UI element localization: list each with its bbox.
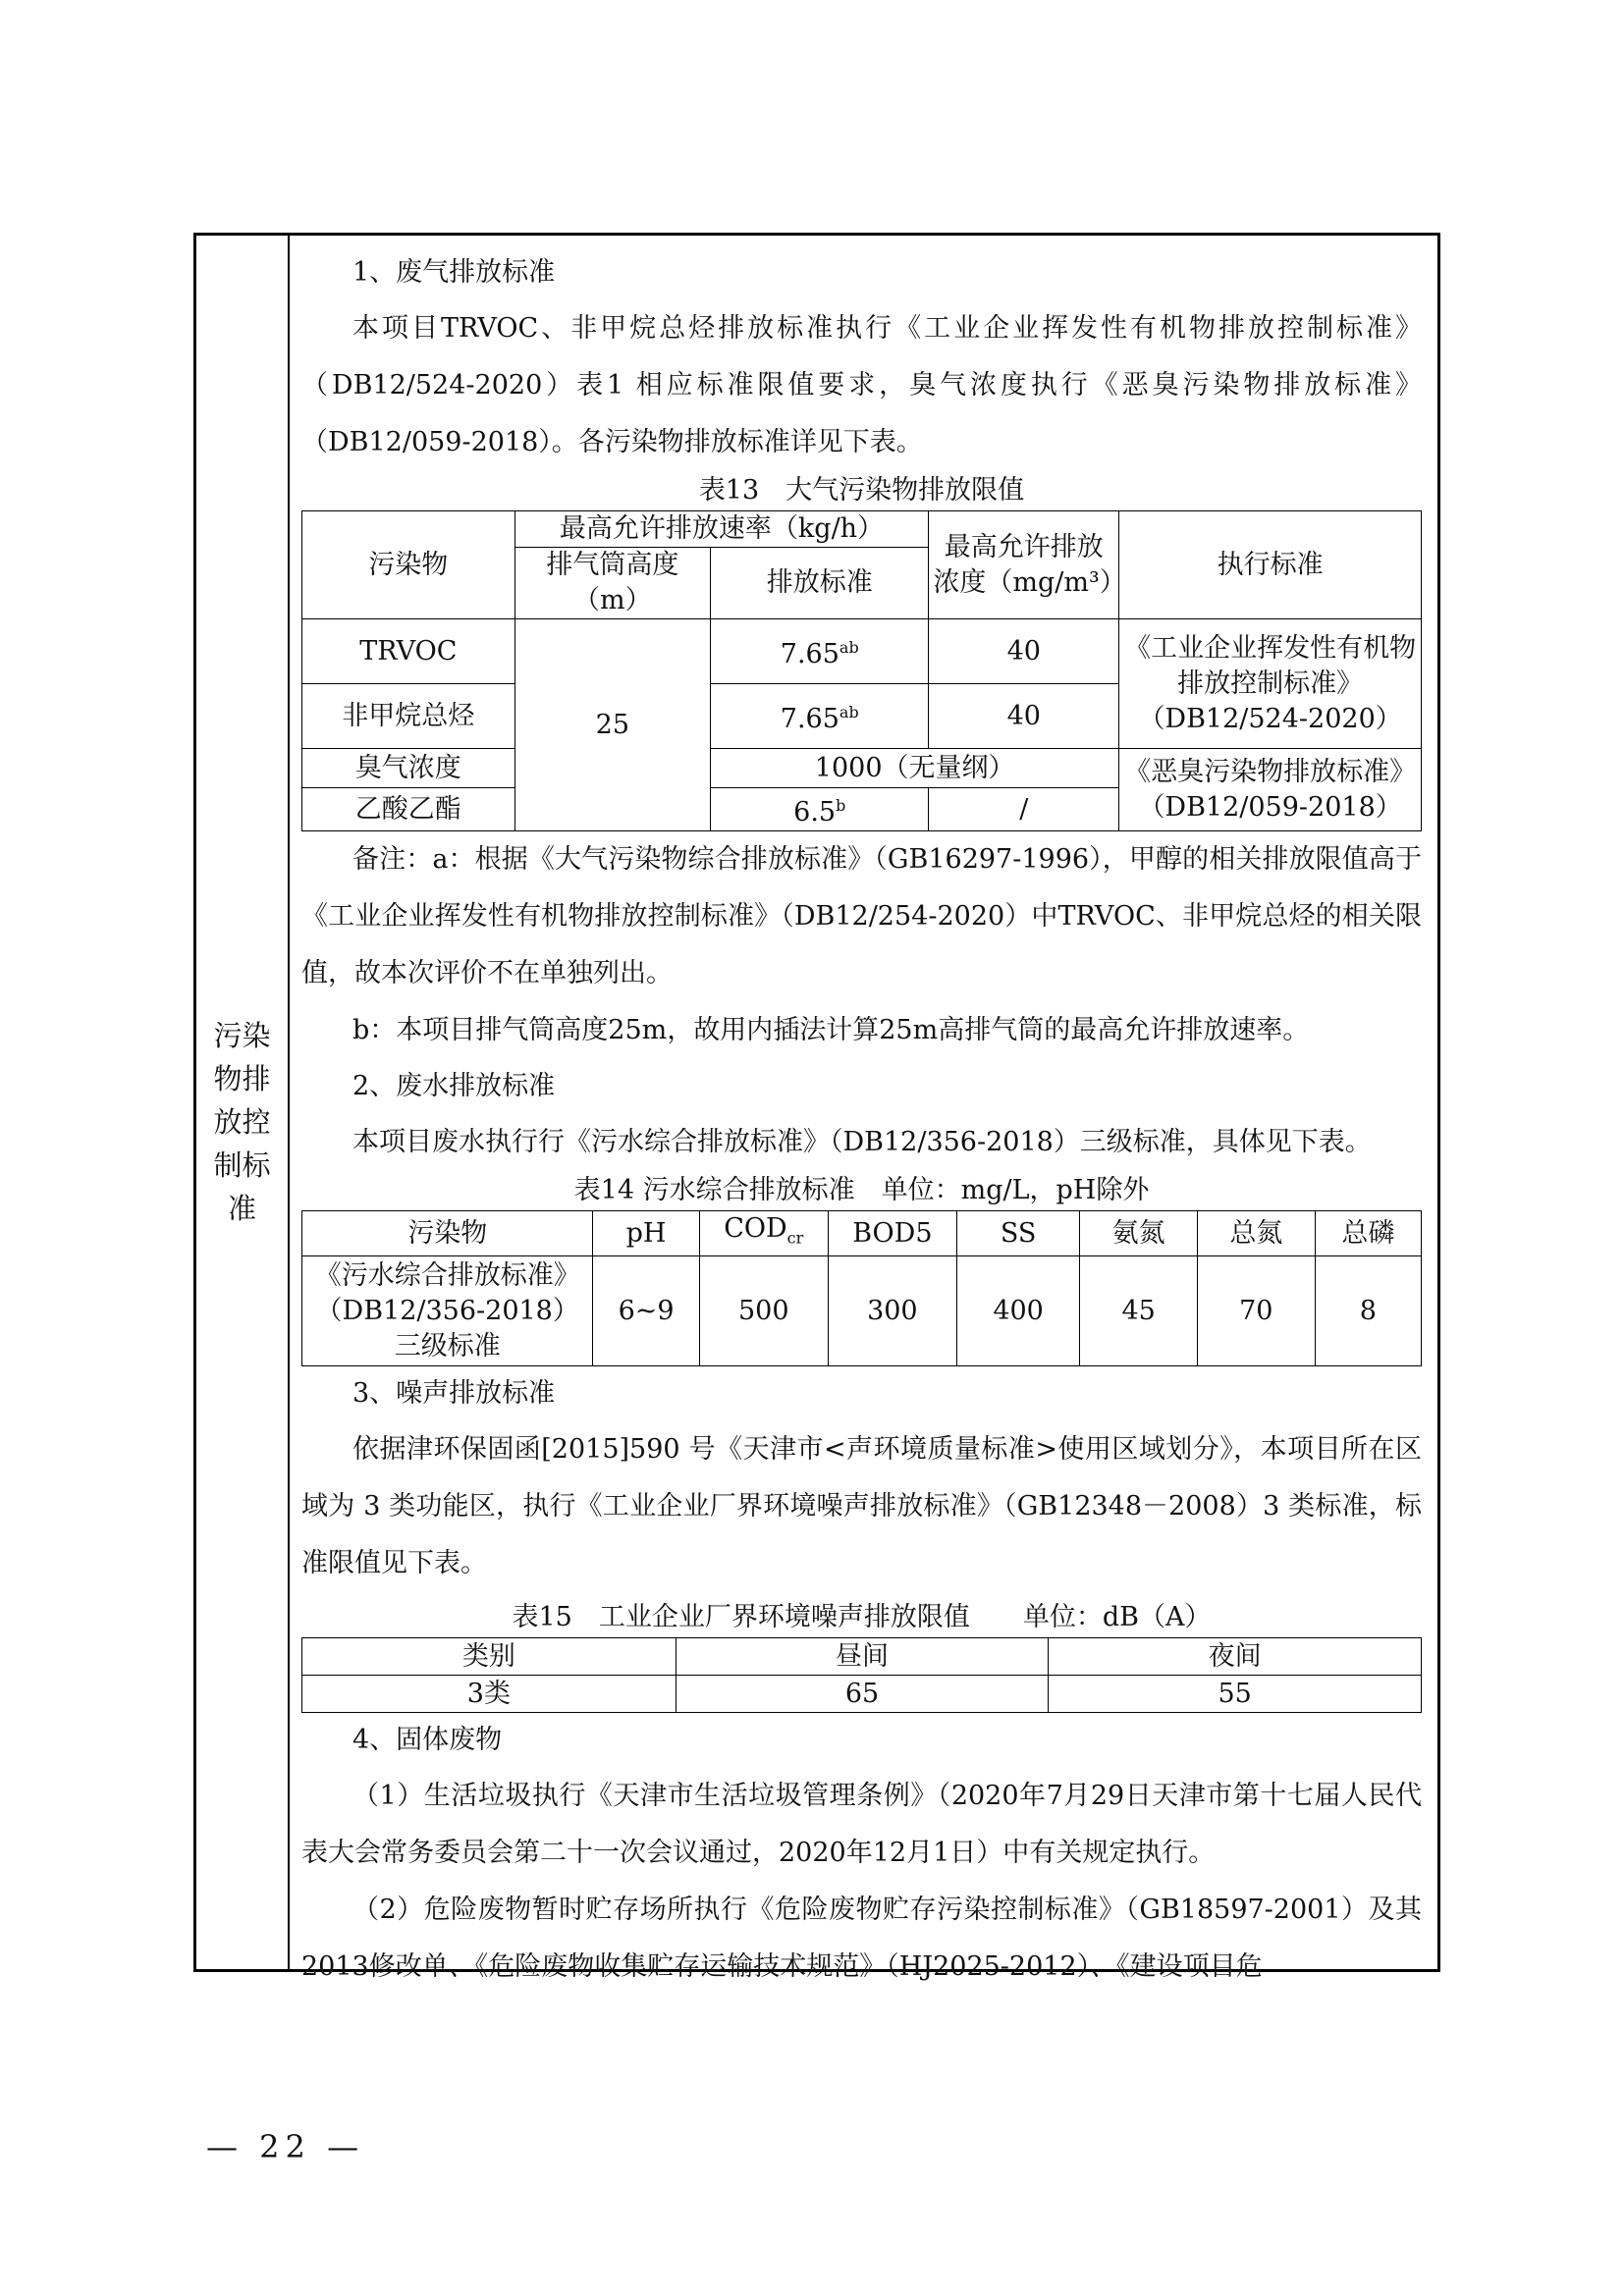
th-cell: 总氮 — [1197, 1211, 1315, 1256]
row-rate: 7.65$^{ab}$ — [711, 619, 929, 684]
row-conc: / — [929, 788, 1119, 831]
th-cell: BOD5 — [828, 1211, 956, 1256]
th-std: 执行标准 — [1119, 511, 1422, 619]
side-label: 污染物排放控制标准 — [213, 1019, 271, 1225]
main-column — [290, 236, 1437, 1983]
th-cell: SS — [956, 1211, 1079, 1256]
side-column — [196, 236, 290, 1969]
note-a: 备注：a：根据《大气污染物综合排放标准》（GB16297-1996），甲醇的相关排放限值高于《工业企业挥发性有机物排放控制标准》（DB12/254-2020）中TRVOC、非甲烷总烃的相关限值，故本次评价不在单独列出。 — [301, 844, 1422, 988]
table-13-caption: 表13 大气污染物排放限值 — [698, 475, 1025, 506]
stack-height-value: 25 — [514, 619, 711, 831]
note-b: b：本项目排气筒高度25m，故用内插法计算25m高排气筒的最高允许排放速率。 — [352, 1015, 1310, 1045]
row-standard: 《工业企业挥发性有机物排放控制标准》（DB12/524-2020） — [1119, 619, 1422, 749]
th-cell: 昼间 — [676, 1638, 1049, 1676]
row-standard: 《恶臭污染物排放标准》（DB12/059-2018） — [1119, 749, 1422, 831]
row-rate: 7.65$^{ab}$ — [711, 684, 929, 749]
row-cell: 70 — [1197, 1256, 1315, 1366]
row-label: 《污水综合排放标准》（DB12/356-2018）三级标准 — [302, 1256, 593, 1366]
row-cell: 65 — [676, 1676, 1049, 1713]
row-cell: 400 — [956, 1256, 1079, 1366]
row-cell: 3类 — [302, 1676, 677, 1713]
th-cell: 氨氮 — [1080, 1211, 1198, 1256]
th-rate-group: 最高允许排放速率（kg/h） — [514, 511, 929, 548]
row-cell: 55 — [1049, 1676, 1422, 1713]
table-15-caption: 表15 工业企业厂界环境噪声排放限值 单位：dB（A） — [512, 1602, 1212, 1633]
th-cell: pH — [593, 1211, 699, 1256]
section-3-paragraph: 依据津环保固函[2015]590 号《天津市<声环境质量标准>使用区域划分》，本项目所在区域为 3 类功能区，执行《工业企业厂界环境噪声排放标准》（GB12348－2008）3 类标准，标准限值见下表。 — [301, 1434, 1422, 1579]
content-frame — [193, 233, 1440, 1983]
section-2-paragraph: 本项目废水执行行《污水综合排放标准》（DB12/356-2018）三级标准，具体见下表。 — [352, 1127, 1372, 1157]
th-conc: 最高允许排放浓度（mg/m³） — [929, 511, 1119, 619]
row-cell: 6~9 — [593, 1256, 699, 1366]
row-rate: 6.5$^b$ — [711, 788, 929, 831]
section-4-paragraph-2: （2）危险废物暂时贮存场所执行《危险废物贮存污染控制标准》（GB18597-2001）及其2013修改单、《危险废物收集贮存运输技术规范》（HJ2025-2012）、《建设项目危 — [301, 1895, 1422, 1983]
section-3-heading: 3、噪声排放标准 — [352, 1378, 556, 1410]
th-cell: 总磷 — [1315, 1211, 1421, 1256]
section-1-heading: 1、废气排放标准 — [352, 257, 556, 288]
th-cell: 类别 — [302, 1638, 677, 1676]
row-cell: 45 — [1080, 1256, 1198, 1366]
row-conc: 40 — [929, 619, 1119, 684]
table-13 — [301, 510, 1422, 831]
row-pollutant: 非甲烷总烃 — [302, 684, 515, 749]
section-4-paragraph-1: （1）生活垃圾执行《天津市生活垃圾管理条例》（2020年7月29日天津市第十七届人民代表大会常务委员会第二十一次会议通过，2020年12月1日）中有关规定执行。 — [301, 1781, 1422, 1869]
th-stack-height: 排气筒高度（m） — [514, 548, 711, 619]
row-pollutant: 乙酸乙酯 — [302, 788, 515, 831]
table-14 — [301, 1210, 1422, 1366]
table-15 — [301, 1637, 1422, 1713]
table-14-caption: 表14 污水综合排放标准 单位：mg/L，pH除外 — [573, 1175, 1150, 1205]
section-1-paragraph: 本项目TRVOC、非甲烷总烃排放标准执行《工业企业挥发性有机物排放控制标准》（DB12/524-2020）表1 相应标准限值要求，臭气浓度执行《恶臭污染物排放标准》（DB12/059-2018）。各污染物排放标准详见下表。 — [301, 313, 1422, 457]
th-cell: 污染物 — [302, 1211, 593, 1256]
row-merged-value: 1000（无量纲） — [711, 749, 1119, 788]
row-cell: 300 — [828, 1256, 956, 1366]
th-pollutant: 污染物 — [302, 511, 515, 619]
row-pollutant: 臭气浓度 — [302, 749, 515, 788]
page-number: — 22 — — [206, 2128, 365, 2165]
row-conc: 40 — [929, 684, 1119, 749]
row-cell: 8 — [1315, 1256, 1421, 1366]
th-cell: 夜间 — [1049, 1638, 1422, 1676]
section-4-heading: 4、固体废物 — [352, 1725, 503, 1756]
row-cell: 500 — [699, 1256, 828, 1366]
th-rate-std: 排放标准 — [711, 548, 929, 619]
row-pollutant: TRVOC — [302, 619, 515, 684]
section-2-heading: 2、废水排放标准 — [352, 1071, 556, 1101]
th-cell: $COD_{cr}$ — [699, 1211, 828, 1256]
